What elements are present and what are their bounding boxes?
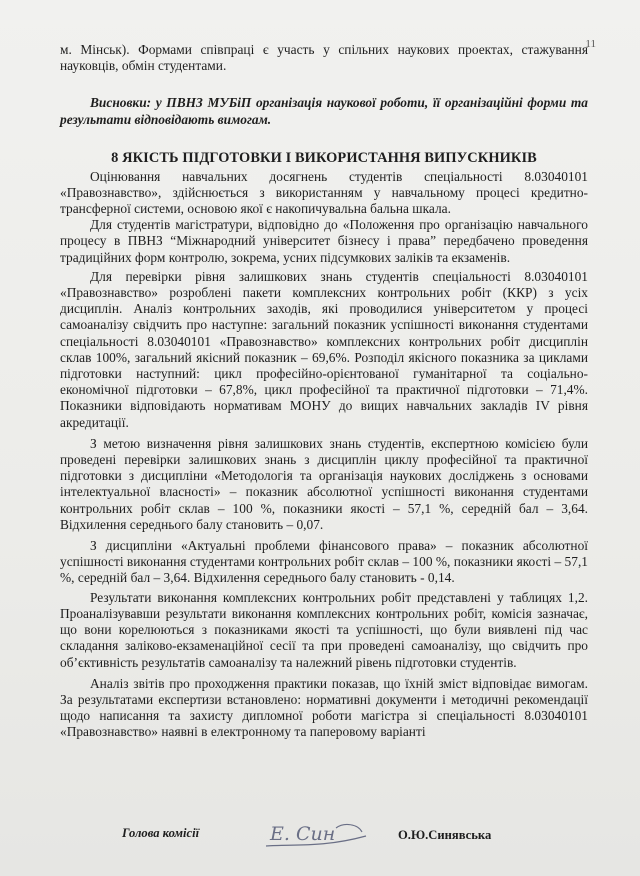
commission-head-label: Голова комісії — [122, 826, 200, 840]
handwritten-signature — [262, 818, 372, 854]
paragraph-masters-control: Для студентів магістратури, відповідно до «Положення про організацію навчального процесу в ПВНЗ “Міжнародний університет бізнесу і права” передбачено проведення традиційних форм контролю, зокрема, усних підсумкових заліків та екзаменів. — [60, 217, 588, 265]
paragraph-finance-law: З дисципліни «Актуальні проблеми фінансового права» – показник абсолютної успішності виконання студентами контрольних робіт склав – 100 %, показники якості – 57,1 %, середній бал – 3,64. Відхилення середнього балу становить - 0,14. — [60, 538, 588, 586]
signature-row — [0, 818, 640, 858]
paragraph-assessment: Оцінювання навчальних досягнень студентів спеціальності 8.03040101 «Правознавство», здійснюється з використанням у навчальному процесі кредитно-трансферної системи, основою якої є накопичувальна бальна шкала. — [60, 168, 588, 217]
commission-head-name: О.Ю.Синявська — [398, 828, 492, 842]
page-content — [60, 42, 588, 741]
paragraph-continuation: м. Мінськ). Формами співпраці є участь у спільних наукових проектах, стажування науковців, обмін студентами. — [60, 42, 588, 74]
page-number: 11 — [585, 38, 596, 50]
conclusion-paragraph: Висновки: у ПВНЗ МУБіП організація наукової роботи, її організаційні форми та результати відповідають вимогам. — [60, 95, 588, 128]
paragraph-practice-reports: Аналіз звітів про проходження практики показав, що їхній зміст відповідає вимогам. За результатами експертизи встановлено: нормативні документи і методичні рекомендації щодо написання та захисту дипломної роботи магістра зі спеціальності 8.03040101 «Правознавство» наявні в електронному та паперовому варіанті — [60, 675, 588, 740]
signature-flourish — [336, 825, 362, 832]
paragraph-results-tables: Результати виконання комплексних контрольних робіт представлені у таблицях 1,2. Проаналізувавши результати виконання комплексних контрольних робіт, комісія зазначає, що вони корелюються з показниками якості та успішності, що були виявлені під час складання заліково-екзаменаційної сесії та при проведені самоаналізу, що свідчить про об’єктивність результатів самоаналізу та належний рівень підготовки студентів. — [60, 589, 588, 670]
section-heading: 8 ЯКІСТЬ ПІДГОТОВКИ І ВИКОРИСТАННЯ ВИПУСКНИКІВ — [111, 150, 537, 167]
paragraph-residual-knowledge: Для перевірки рівня залишкових знань студентів спеціальності 8.03040101 «Правознавство» розроблені пакети комплексних контрольних робіт (ККР) з усіх дисциплін. Аналіз контрольних заходів, які проводилися університетом у процесі самоаналізу свідчить про наступне: загальний показник успішності виконання студентами спеціальності 8.03040101 «Правознавство» комплексних контрольних робіт дисциплін склав 100%, загальний якісний показник – 69,6%. Розподіл якісного показника за циклами підготовки наступний: цикл професійно-орієнтованої гуманітарної та соціально-економічної підготовки – 67,8%, цикл професійної та практичної підготовки – 71,4%. Показники відповідають нормативам МОНУ до вищих навчальних закладів IV рівня акредитації. — [60, 268, 588, 430]
signature-scribble-text: Е. Син — [270, 823, 336, 845]
paragraph-expert-check: З метою визначення рівня залишкових знань студентів, експертною комісією були проведені перевірки залишкових знань з дисциплін циклу професійної та практичної підготовки з дисципліни «Методологія та організація наукових досліджень з основами інтелектуальної власності» – показник абсолютної успішності виконання студентами контрольних робіт склав – 100 %, показники якості – 57,1 %, середній бал – 3,64. Відхилення середнього балу становить – 0,07. — [60, 435, 588, 532]
